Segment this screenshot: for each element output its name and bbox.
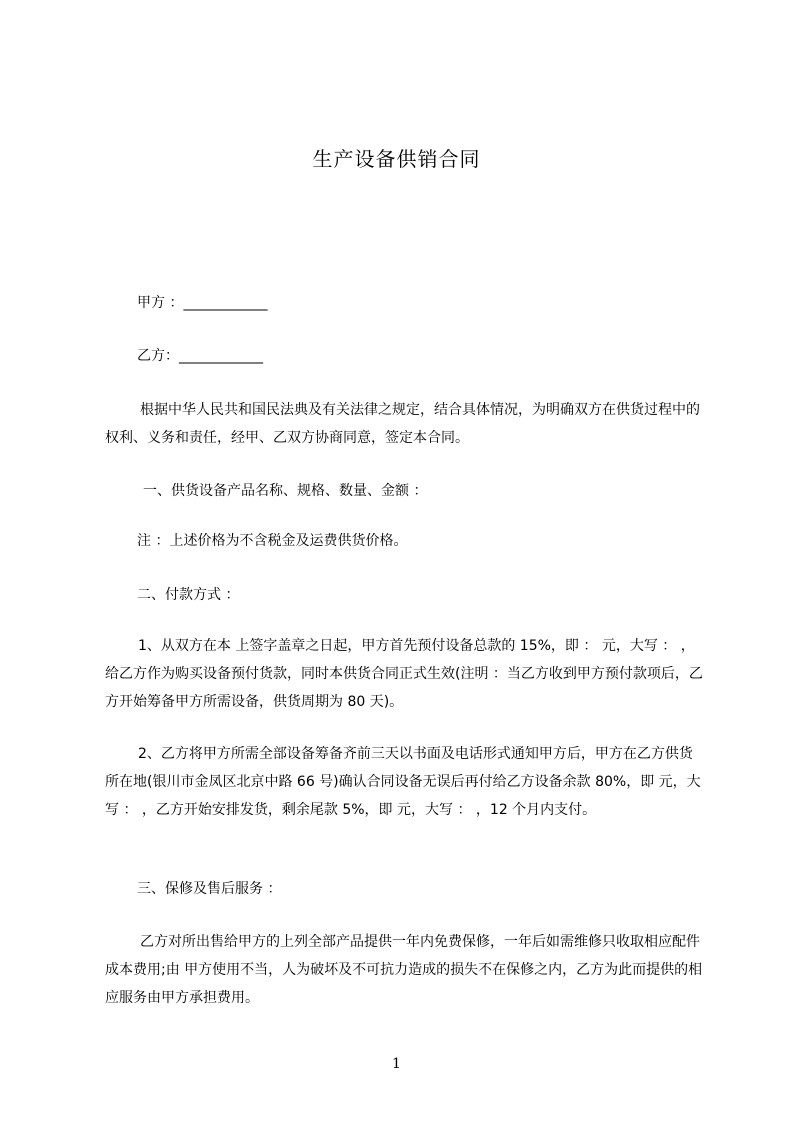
price-note: 注 ：上述价格为不含税金及运费供货价格。 (137, 533, 408, 549)
warranty-paragraph: 乙方对所出售给甲方的上列全部产品提供一年内免费保修，一年后如需维修只收取相应配件成本费用;由 甲方使用不当，人为破坏及不可抗力造成的损失不在保修之内，乙方为此而提供的相应服务由甲方承担费用。 (105, 934, 703, 1006)
payment-clause-1: 1、从双方在本 上签字盖章之日起，甲方首先预付设备总款的 15%，即 ： 元，大写 ： ，给乙方作为购买设备预付货款，同时本供货合同正式生效(注明 ：当乙方收到甲方预付款项后，乙方开始筹备甲方所需设备，供货周期为 80 天)。 (105, 638, 703, 710)
intro-paragraph: 根据中华人民共和国民法典及有关法律之规定，结合具体情况，为明确双方在供货过程中的权利、义务和责任，经甲、乙双方协商同意，签定本合同。 (105, 402, 700, 446)
payment-clause-2: 2、乙方将甲方所需全部设备筹备齐前三天以书面及电话形式通知甲方后，甲方在乙方供货所在地(银川市金凤区北京中路 66 号)确认合同设备无误后再付给乙方设备余款 80%，即 元，大写 ： ，乙方开始安排发货，剩余尾款 5%，即 元，大写 ： ，12 个月内支付。 (105, 746, 701, 818)
page-title: 生产设备供销合同 (312, 147, 481, 171)
party-a-line: 甲方 ：____________ (137, 295, 268, 311)
section-3-heading: 三、保修及售后服务 ： (137, 881, 282, 897)
party-b-line: 乙方：____________ (137, 348, 263, 364)
page-number: 1 (392, 1056, 401, 1072)
section-1-heading: 一、供货设备产品名称、规格、数量、金额 ： (143, 483, 428, 499)
section-2-heading: 二、付款方式 ： (137, 587, 240, 603)
